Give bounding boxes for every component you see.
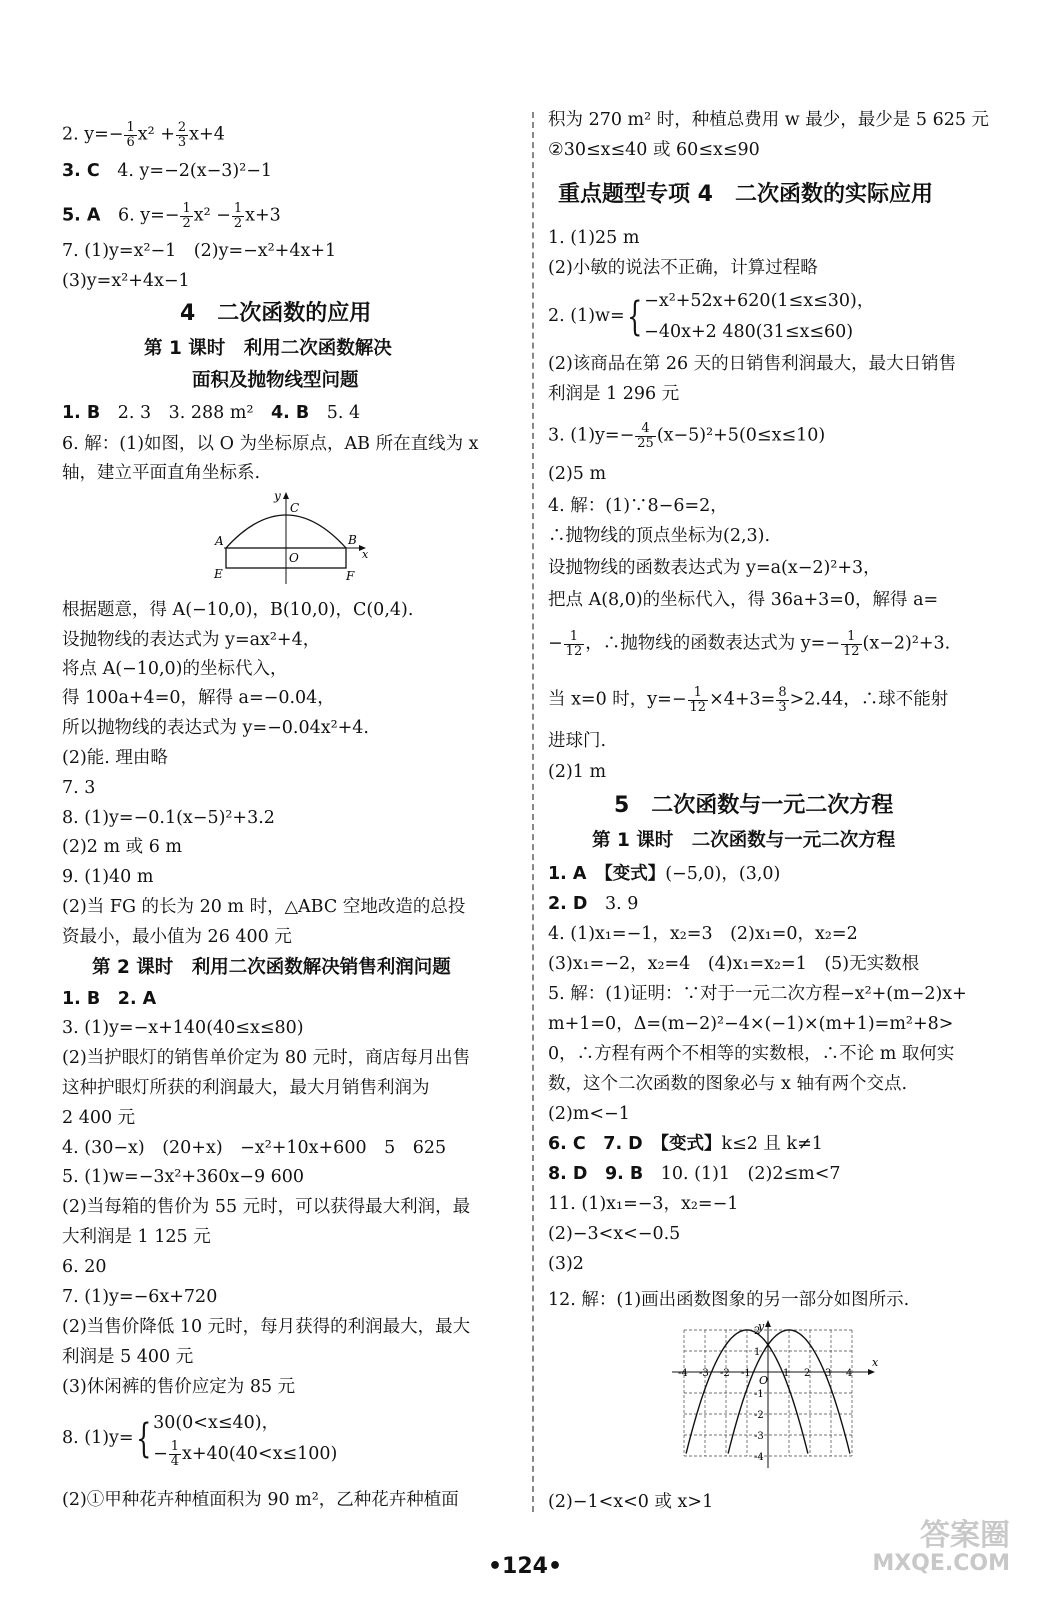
answer-7-value: 7. 3 (62, 778, 96, 798)
answer-1: 1. A 【变式】(−5,0)，(3,0) (548, 864, 781, 884)
solution-line: 设抛物线的表达式为 y=ax²+4， (62, 630, 321, 650)
answer-3-2-cont: 这种护眼灯所获的利润最大，最大月销售利润为 (62, 1078, 430, 1098)
parabola-figure (202, 488, 382, 588)
topic-answer-2-piecewise: 2. (1)w={ −x²+52x+620(1≤x≤30)， −40x+2 480(31≤x≤60) (548, 291, 875, 342)
answer-3-4: 3. C 4. y=−2(x−3)²−1 (62, 161, 273, 181)
answers-1-5: 1. B 2. 3 3. 288 m² 4. B 5. 4 (62, 403, 361, 423)
y-tick-label: 2 (754, 1326, 761, 1337)
section-title-4: 4 二次函数的应用 (180, 301, 372, 326)
origin-label: O (289, 551, 299, 565)
answer-5: 5. (1)w=−3x²+360x−9 600 (62, 1167, 305, 1187)
lesson-title-1b: 面积及抛物线型问题 (192, 370, 359, 391)
topic-answer-4-2: (2)1 m (548, 762, 607, 782)
topic-answer-4-line: 当 x=0 时，y=− $\frac{1}{12}$ ×4+3= $\frac{8}{3}$ >2.44，∴球不能射 (548, 685, 949, 715)
answer-5-6: 5. A 6. y=− $\frac{1}{2}$ x² − $\frac{1}{2}$ x+3 (62, 201, 281, 231)
topic-answer-4: 4. 解：(1)∵8−6=2， (548, 496, 728, 516)
answer-7-3: (3)休闲裤的售价应定为 85 元 (62, 1377, 296, 1397)
topic-answer-1: 1. (1)25 m (548, 228, 640, 248)
answer-9-2: (2)当 FG 的长为 20 m 时，△ABC 空地改造的总投 (62, 897, 466, 917)
answer-8-2-2: ②30≤x≤40 或 60≤x≤90 (548, 140, 760, 160)
answer-8: 8. (1)y=−0.1(x−5)²+3.2 (62, 808, 275, 828)
answer-12-2: (2)−1<x<0 或 x>1 (548, 1492, 714, 1512)
topic-answer-4-line: 进球门. (548, 731, 607, 751)
answer-8-piecewise: 8. (1)y={ 30(0<x≤40)， − $\frac{1}{4}$ x+40(40<x≤100) (62, 1413, 338, 1469)
topic-answer-4-line: 设抛物线的函数表达式为 y=a(x−2)²+3， (548, 558, 881, 578)
topic-answer-2-2: (2)该商品在第 26 天的日销售利润最大，最大日销售 (548, 354, 957, 374)
answer-7-2: (2)当售价降低 10 元时，每月获得的利润最大，最大 (62, 1317, 471, 1337)
answer-9: 9. (1)40 m (62, 867, 154, 887)
axis-y-label: y (274, 489, 281, 503)
x-tick-label: 2 (804, 1368, 811, 1379)
fraction: $\frac{4}{25}$ (637, 421, 654, 451)
answer-8-2: (2)①甲种花卉种植面积为 90 m²，乙种花卉种植面 (62, 1490, 459, 1510)
answer-7-2-cont: 利润是 5 400 元 (62, 1347, 194, 1367)
lesson-title-1a: 第 1 课时 利用二次函数解决 (144, 338, 392, 359)
answer-5-cont: m+1=0，Δ=(m−2)²−4×(−1)×(m+1)=m²+8> (548, 1014, 954, 1034)
x-tick-label: 3 (825, 1368, 832, 1379)
fraction: $\frac{1}{2}$ (182, 201, 191, 231)
axis-y-label: y (758, 1320, 765, 1333)
x-tick-label: -3 (699, 1368, 709, 1379)
answer-5-cont: 数，这个二次函数的图象必与 x 轴有两个交点. (548, 1074, 908, 1094)
answer-6: 6. 20 (62, 1257, 107, 1277)
fraction: $\frac{1}{6}$ (126, 120, 135, 150)
answer-2-3: 2. D 3. 9 (548, 894, 639, 914)
x-tick-label: 1 (783, 1368, 790, 1379)
lesson-title-5-1: 第 1 课时 二次函数与一元二次方程 (592, 830, 896, 851)
answer-7: 7. (1)y=x²−1 (2)y=−x²+4x+1 (62, 241, 337, 261)
answer-7-3: (3)y=x²+4x−1 (62, 271, 190, 291)
y-tick-labels (754, 1326, 764, 1463)
brace: { (626, 293, 643, 340)
fraction: $\frac{2}{3}$ (177, 120, 187, 150)
answers-6-7: 6. C 7. D 【变式】k≤2 且 k≠1 (548, 1134, 823, 1154)
solution-line: 所以抛物线的表达式为 y=−0.04x²+4. (62, 718, 369, 738)
answer-12: 12. 解：(1)画出函数图象的另一部分如图所示. (548, 1290, 910, 1310)
answer-5: 5. 解：(1)证明：∵对于一元二次方程−x²+(m−2)x+ (548, 984, 967, 1004)
point-b-label: B (348, 533, 357, 547)
solution-line: 将点 A(−10,0)的坐标代入， (62, 659, 288, 679)
axis-x-label: x (362, 548, 369, 561)
solution-6-cont: 轴，建立平面直角坐标系. (62, 463, 261, 483)
answer-3-2-cont: 2 400 元 (62, 1108, 136, 1128)
answer-2: 2. y=− $\frac{1}{6}$ x² + $\frac{2}{3}$ x+4 (62, 120, 225, 150)
topic-answer-1-2: (2)小敏的说法不正确，计算过程略 (548, 258, 818, 278)
point-f-label: F (346, 569, 355, 583)
topic-title-4: 重点题型专项 4 二次函数的实际应用 (558, 182, 933, 207)
answer-7: 7. (1)y=−6x+720 (62, 1287, 218, 1307)
solution-6: 6. 解：(1)如图，以 O 为坐标原点，AB 所在直线为 x (62, 434, 479, 454)
watermark-logo: 答案圈 MXQE.COM (872, 1518, 1010, 1576)
topic-answer-3: 3. (1)y=− $\frac{4}{25}$ (x−5)²+5(0≤x≤10) (548, 421, 826, 451)
x-tick-label: -4 (678, 1368, 688, 1379)
y-tick-label: -1 (754, 1389, 764, 1400)
topic-answer-4-line: − $\frac{1}{12}$ ，∴抛物线的函数表达式为 y=− $\frac{1}{12}$ (x−2)²+3. (548, 629, 951, 659)
answer-9-2-cont: 资最小，最小值为 26 400 元 (62, 927, 292, 947)
solution-line: (2)能. 理由略 (62, 748, 168, 768)
answer-8-2: (2)2 m 或 6 m (62, 837, 182, 857)
answer-4-cont: (3)x₁=−2，x₂=4 (4)x₁=x₂=1 (5)无实数根 (548, 954, 920, 974)
fraction: $\frac{1}{4}$ (170, 1438, 180, 1469)
answer-4: 4. (30−x) (20+x) −x²+10x+600 5 625 (62, 1138, 447, 1158)
x-tick-label: -1 (741, 1368, 751, 1379)
fraction: $\frac{1}{12}$ (689, 685, 707, 715)
answer-11-2: (2)−3<x<−0.5 (548, 1224, 681, 1244)
topic-answer-3-2: (2)5 m (548, 464, 607, 484)
topic-answer-4-line: 把点 A(8,0)的坐标代入，得 36a+3=0，解得 a= (548, 590, 939, 610)
answer-4: 4. (1)x₁=−1，x₂=3 (2)x₁=0，x₂=2 (548, 924, 858, 944)
answer-11-3: (3)2 (548, 1254, 584, 1274)
axis-x-label: x (872, 1356, 879, 1369)
answer-8-2-cont: 积为 270 m² 时，种植总费用 w 最少，最少是 5 625 元 (548, 110, 990, 130)
answer-5-2-cont: 大利润是 1 125 元 (62, 1227, 211, 1247)
fraction: $\frac{1}{12}$ (843, 629, 860, 659)
brace: { (135, 1415, 151, 1462)
fraction: $\frac{8}{3}$ (778, 685, 787, 715)
answer-5-cont: 0，∴方程有两个不相等的实数根，∴不论 m 取何实 (548, 1044, 955, 1064)
answer-11: 11. (1)x₁=−3，x₂=−1 (548, 1194, 739, 1214)
fraction: $\frac{1}{2}$ (233, 201, 243, 231)
y-tick-label: -4 (754, 1452, 764, 1463)
solution-line: 根据题意，得 A(−10,0)，B(10,0)，C(0,4). (62, 600, 414, 620)
function-graph-figure (666, 1318, 886, 1478)
y-tick-label: -3 (754, 1431, 764, 1442)
solution-line: 得 100a+4=0，解得 a=−0.04， (62, 688, 335, 708)
y-tick-label: -2 (754, 1410, 764, 1421)
point-c-label: C (290, 501, 300, 515)
x-tick-label: -2 (720, 1368, 730, 1379)
answer-5-2: (2)m<−1 (548, 1104, 630, 1124)
origin-label: O (759, 1374, 769, 1387)
section-title-5: 5 二次函数与一元二次方程 (614, 793, 894, 818)
topic-answer-4-line: ∴抛物线的顶点坐标为(2,3). (548, 526, 771, 546)
point-a-label: A (215, 534, 224, 548)
x-tick-label: 4 (846, 1368, 853, 1379)
y-tick-label: 1 (754, 1347, 761, 1358)
page-number: •124• (487, 1554, 563, 1579)
column-divider (532, 112, 534, 1512)
lesson-title-2: 第 2 课时 利用二次函数解决销售利润问题 (92, 957, 451, 978)
answer-5-2: (2)当每箱的售价为 55 元时，可以获得最大利润，最 (62, 1197, 471, 1217)
answers-8-10: 8. D 9. B 10. (1)1 (2)2≤m<7 (548, 1164, 841, 1184)
point-e-label: E (214, 567, 223, 581)
answers-1-2: 1. B 2. A (62, 989, 157, 1009)
topic-answer-2-2-cont: 利润是 1 296 元 (548, 384, 680, 404)
answer-3: 3. (1)y=−x+140(40≤x≤80) (62, 1018, 304, 1038)
answer-3-2: (2)当护眼灯的销售单价定为 80 元时，商店每月出售 (62, 1048, 471, 1068)
fraction: $\frac{1}{12}$ (565, 629, 583, 659)
